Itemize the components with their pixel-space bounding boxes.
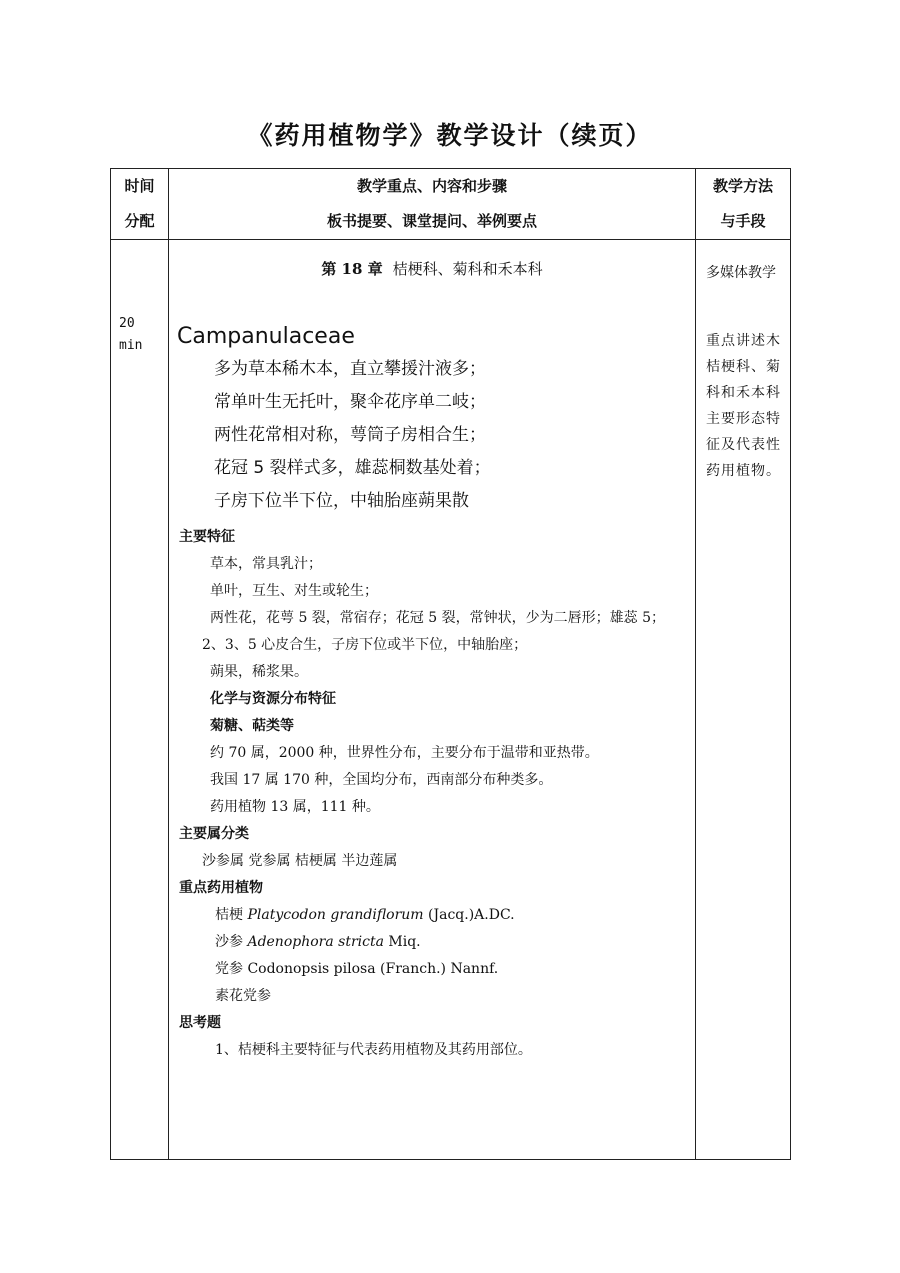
header-method-line2: 与手段 xyxy=(720,212,766,230)
table-header-row xyxy=(111,169,791,240)
chapter-title: 桔梗科、菊科和禾本科 xyxy=(392,260,543,278)
time-cell xyxy=(111,240,169,1160)
plant-item xyxy=(215,902,695,929)
plant-item xyxy=(215,929,695,956)
verse-line: 子房下位半下位，中轴胎座蒴果散 xyxy=(214,491,469,511)
table-body-row xyxy=(111,240,791,1160)
plant-latin-name: Adenophora stricta xyxy=(247,934,384,950)
feature-item: 蒴果，稀浆果。 xyxy=(210,664,308,680)
feature-item: 2、3、5 心皮合生，子房下位或半下位，中轴胎座； xyxy=(202,637,528,653)
header-time-line1: 时间 xyxy=(124,177,155,195)
method-cell xyxy=(696,240,791,1160)
header-time-line2: 分配 xyxy=(124,212,155,230)
header-content-line1: 教学重点、内容和步骤 xyxy=(356,177,507,195)
header-method-line1: 教学方法 xyxy=(712,177,773,195)
plant-item: 素花党参 xyxy=(215,988,271,1004)
header-content-cell xyxy=(169,169,696,240)
chem-heading: 化学与资源分布特征 xyxy=(210,691,336,707)
plant-author: (Jacq.)A.DC. xyxy=(428,907,515,923)
header-time-cell xyxy=(111,169,169,240)
content-cell xyxy=(169,240,696,1160)
questions-heading: 思考题 xyxy=(179,1015,221,1031)
plant-item: 党参 Codonopsis pilosa (Franch.) Nannf. xyxy=(215,961,499,977)
chapter-label: 第 18 章 xyxy=(321,260,383,278)
verse-line: 多为草本稀木本，直立攀援汁液多； xyxy=(214,359,486,379)
feature-item: 单叶，互生、对生或轮生； xyxy=(210,583,378,599)
verse-line: 常单叶生无托叶，聚伞花序单二岐； xyxy=(214,392,486,412)
header-method-cell xyxy=(696,169,791,240)
header-content-line2: 板书提要、课堂提问、举例要点 xyxy=(326,212,537,230)
chem-item: 药用植物 13 属，111 种。 xyxy=(210,799,380,815)
teaching-design-table xyxy=(110,168,791,1160)
document-title: 《药用植物学》教学设计（续页） xyxy=(247,121,653,150)
chem-item: 约 70 属，2000 种，世界性分布，主要分布于温带和亚热带。 xyxy=(210,745,599,761)
verse-line: 两性花常相对称，萼筒子房相合生； xyxy=(214,425,486,445)
plant-latin-name: Platycodon grandiflorum xyxy=(247,907,424,923)
question-item: 1、桔梗科主要特征与代表药用植物及其药用部位。 xyxy=(215,1042,532,1058)
plant-cn-name: 沙参 xyxy=(215,934,243,950)
genera-heading: 主要属分类 xyxy=(179,826,249,842)
chapter-heading xyxy=(169,258,695,279)
family-latin-name: Campanulaceae xyxy=(177,324,355,349)
features-heading: 主要特征 xyxy=(179,529,235,545)
method-primary: 多媒体教学 xyxy=(706,265,776,281)
time-unit: min xyxy=(119,338,143,353)
time-number: 20 xyxy=(119,316,135,331)
chem-item: 我国 17 属 170 种，全国均分布，西南部分布种类多。 xyxy=(210,772,553,788)
plants-heading: 重点药用植物 xyxy=(179,880,263,896)
mnemonic-verse xyxy=(169,353,695,518)
verse-line: 花冠 5 裂样式多，雄蕊桐数基处着； xyxy=(214,458,491,478)
method-note: 重点讲述木桔梗科、菊科和禾本科主要形态特征及代表性药用植物。 xyxy=(706,333,781,479)
plant-author: Miq. xyxy=(388,934,421,950)
feature-item: 草本，常具乳汁； xyxy=(210,556,322,572)
plant-cn-name: 桔梗 xyxy=(215,907,243,923)
chem-subheading: 菊糖、萜类等 xyxy=(210,718,294,734)
feature-item: 两性花，花萼 5 裂，常宿存；花冠 5 裂，常钟状，少为二唇形；雄蕊 5； xyxy=(210,610,665,626)
genera-list: 沙参属 党参属 桔梗属 半边莲属 xyxy=(202,853,398,869)
time-value xyxy=(119,313,168,357)
